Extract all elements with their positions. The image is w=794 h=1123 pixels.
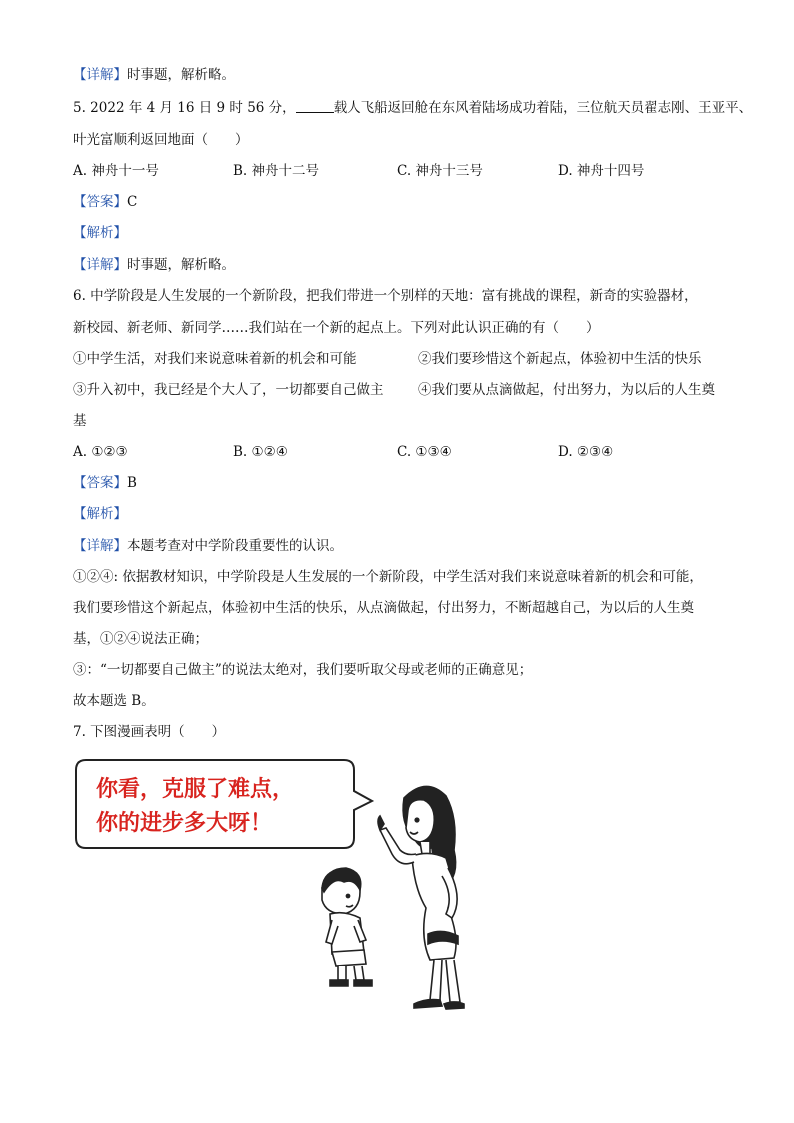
answer-tag: 【答案】 (73, 194, 127, 210)
q6-stem-line1: 6. 中学阶段是人生发展的一个新阶段，把我们带进一个别样的天地：富有挑战的课程，新奇的实验器材， (73, 288, 698, 304)
q6-stem-line2: 新校园、新老师、新同学……我们站在一个新的起点上。下列对此认识正确的有（ ） (73, 320, 600, 336)
detail-tag: 【详解】 (73, 538, 127, 554)
q6-option-a: A. ①②③ (73, 444, 128, 460)
answer-value: B (127, 475, 137, 491)
q5-stem-prefix: 5. 2022 年 4 月 16 日 9 时 56 分， (73, 100, 296, 116)
bubble-line-2: 你的进步多大呀！ (96, 811, 273, 836)
detail-tag: 【详解】 (73, 257, 127, 273)
mother-figure (378, 786, 464, 1009)
detail-text: 时事题，解析略。 (127, 67, 235, 83)
q6-explanation-1: ①②④: 依据教材知识，中学阶段是人生发展的一个新阶段，中学生活对我们来说意味着新的机会和可能， (73, 569, 703, 585)
q6-item-1: ①中学生活，对我们来说意味着新的机会和可能 (73, 351, 357, 367)
q7-stem: 7. 下图漫画表明（ ） (73, 724, 226, 740)
q5-option-d: D. 神舟十四号 (558, 163, 645, 179)
q6-option-b: B. ①②④ (233, 444, 288, 460)
q4-detail (73, 66, 235, 84)
q5-stem-line2: 叶光富顺利返回地面（ ） (73, 132, 249, 148)
detail-text: 时事题，解析略。 (127, 257, 235, 273)
bubble-line-1: 你看，克服了难点， (96, 777, 295, 802)
answer-tag: 【答案】 (73, 475, 127, 491)
q5-blank (296, 99, 334, 113)
analysis-tag: 【解析】 (73, 506, 127, 522)
q6-item-4-cont: 基 (73, 413, 87, 429)
cartoon-illustration (74, 758, 474, 1018)
q6-item-2: ②我们要珍惜这个新起点，体验初中生活的快乐 (418, 351, 702, 367)
q5-analysis (73, 224, 127, 242)
q6-item-3: ③升入初中，我已经是个大人了，一切都要自己做主 (73, 382, 384, 398)
boy-figure (322, 868, 372, 986)
q5-answer (73, 193, 137, 211)
q5-option-c: C. 神舟十三号 (397, 163, 483, 179)
q5-stem-line1 (73, 99, 752, 117)
q6-option-d: D. ②③④ (558, 444, 614, 460)
q6-item-4: ④我们要从点滴做起，付出努力，为以后的人生奠 (418, 382, 715, 398)
q6-explanation-3: 基，①②④说法正确； (73, 631, 208, 647)
q6-answer (73, 474, 137, 492)
analysis-tag: 【解析】 (73, 225, 127, 241)
detail-text: 本题考查对中学阶段重要性的认识。 (127, 538, 343, 554)
q6-analysis (73, 505, 127, 523)
q6-explanation-2: 我们要珍惜这个新起点，体验初中生活的快乐，从点滴做起，付出努力，不断超越自己，为以后的人生奠 (73, 600, 694, 616)
cartoon-svg (74, 758, 474, 1018)
q5-option-b: B. 神舟十二号 (233, 163, 320, 179)
q5-stem-suffix: 载人飞船返回舱在东风着陆场成功着陆，三位航天员翟志刚、王亚平、 (333, 100, 753, 116)
detail-tag: 【详解】 (73, 67, 127, 83)
q5-option-a: A. 神舟十一号 (73, 163, 159, 179)
q6-explanation-4: ③：“一切都要自己做主”的说法太绝对，我们要听取父母或老师的正确意见； (73, 662, 533, 678)
answer-value: C (127, 194, 138, 210)
q6-detail (73, 537, 343, 555)
q6-explanation-5: 故本题选 B。 (73, 693, 155, 709)
q5-detail (73, 256, 235, 274)
q6-option-c: C. ①③④ (397, 444, 452, 460)
